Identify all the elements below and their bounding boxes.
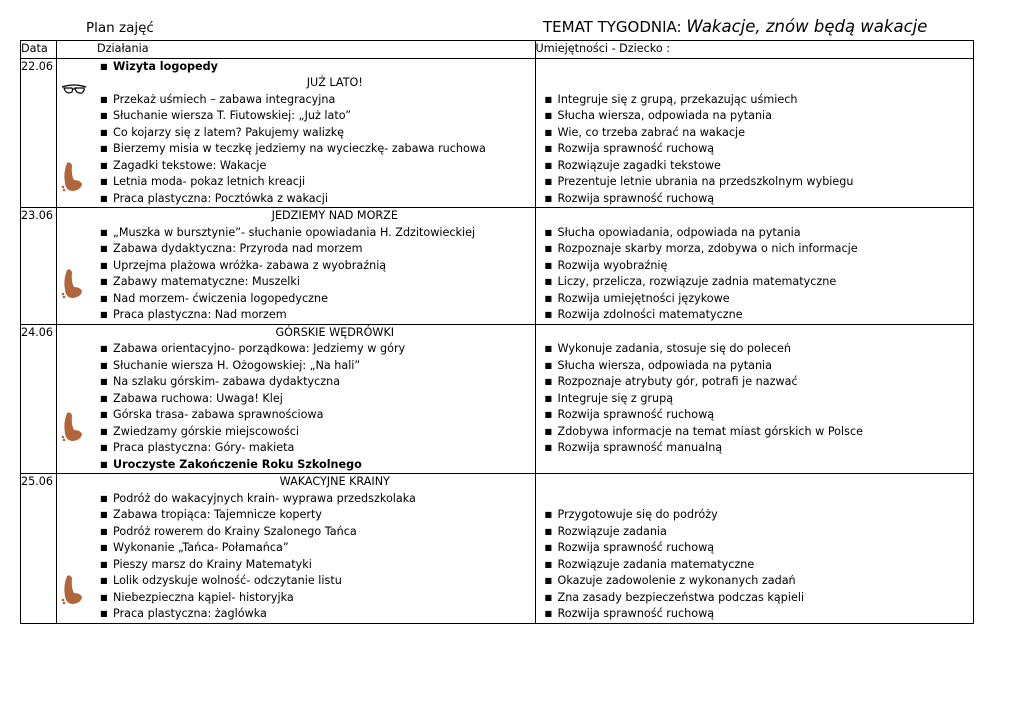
list-item: ■ Przygotowuje się do podróży <box>544 508 718 521</box>
list-item: ■ Zabawy matematyczne: Muszelki <box>100 275 300 288</box>
topic-label: TEMAT TYGODNIA: <box>543 18 682 36</box>
list-item: ■ Zwiedzamy górskie miejscowości <box>100 424 300 438</box>
list-item: ■ Integruje się z grupą, przekazując uśmiech <box>544 92 798 106</box>
list-item: ■ Uroczyste Zakończenie Roku Szkolnego <box>100 457 362 471</box>
list-item: ■ Rozwija sprawność manualną <box>544 441 723 454</box>
day-row <box>21 324 974 474</box>
list-item: ■ Zabawa ruchowa: Uwaga! Klej <box>100 391 283 405</box>
plan-table <box>20 40 974 624</box>
list-item: ■ Rozwija sprawność ruchową <box>544 191 715 205</box>
plan-title: Plan zajęć <box>86 20 154 36</box>
list-item: ■ Zabawa dydaktyczna: Przyroda nad morzem <box>100 242 363 255</box>
day-activities <box>57 474 536 624</box>
list-item: ■ Rozwija wyobraźnię <box>544 258 668 272</box>
page-header <box>0 17 1024 39</box>
list-item: ■ Niebezpieczna kąpiel- historyjka <box>100 590 294 604</box>
day-heading: JUŻ LATO! <box>306 76 363 89</box>
list-item: ■ Słuchanie wiersza H. Ożogowskiej: „Na hali” <box>100 358 361 372</box>
day-activities <box>57 324 536 474</box>
list-item: ■ Lolik odzyskuje wolność- odczytanie listu <box>100 574 342 587</box>
list-item: ■ Górska trasa- zabawa sprawnościowa <box>100 408 324 421</box>
day-activities <box>57 208 536 325</box>
list-item: ■ Zabawa orientacyjno- porządkowa: Jedziemy w góry <box>100 342 406 355</box>
day-date: 22.06 <box>21 58 57 208</box>
day-skills <box>535 474 973 624</box>
list-item: ■ Nad morzem- ćwiczenia logopedyczne <box>100 291 329 305</box>
day-activities <box>57 58 536 208</box>
list-item: ■ Praca plastyczna: Nad morzem <box>100 308 287 321</box>
day-date: 24.06 <box>21 324 57 474</box>
col-header-skills: Umiejętności - Dziecko : <box>535 41 973 59</box>
list-item: ■ Wykonanie „Tańca- Połamańca” <box>100 541 289 554</box>
list-item: ■ Prezentuje letnie ubrania na przedszkolnym wybiegu <box>544 175 854 188</box>
list-item: ■ Praca plastyczna: żaglówka <box>100 607 267 620</box>
week-topic <box>543 17 927 36</box>
list-item: ■ Co kojarzy się z latem? Pakujemy walizkę <box>100 125 345 139</box>
list-item: ■ Rozwiązuje zadania matematyczne <box>544 557 755 571</box>
list-item: ■ Słuchanie wiersza T. Fiutowskiej: „Już lato” <box>100 109 352 122</box>
list-item: ■ Rozwiązuje zadania <box>544 524 667 538</box>
list-item: ■ Słucha opowiadania, odpowiada na pytania <box>544 225 801 239</box>
day-row <box>21 474 974 624</box>
list-item: ■ Słucha wiersza, odpowiada na pytania <box>544 109 773 122</box>
list-item: ■ Zagadki tekstowe: Wakacje <box>100 158 267 172</box>
list-item: ■ Przekaż uśmiech – zabawa integracyjna <box>100 92 336 106</box>
list-item: ■ Zna zasady bezpieczeństwa podczas kąpieli <box>544 590 805 604</box>
list-item: ■ Słucha wiersza, odpowiada na pytania <box>544 358 773 372</box>
topic-value: Wakacje, znów będą wakacje <box>686 17 928 36</box>
list-item: ■ Zabawa tropiąca: Tajemnicze koperty <box>100 508 322 521</box>
list-item: ■ Rozpoznaje atrybuty gór, potrafi je nazwać <box>544 375 798 388</box>
day-row <box>21 58 974 208</box>
day-heading: JEDZIEMY NAD MORZE <box>271 209 398 222</box>
list-item: ■ Rozwija sprawność ruchową <box>544 607 715 620</box>
day-date: 25.06 <box>21 474 57 624</box>
table-header-row <box>21 41 974 59</box>
list-item: ■ Wie, co trzeba zabrać na wakacje <box>544 125 746 139</box>
list-item: ■ Bierzemy misia w teczkę jedziemy na wycieczkę- zabawa ruchowa <box>100 142 486 155</box>
list-item: ■ Na szlaku górskim- zabawa dydaktyczna <box>100 375 341 388</box>
day-row <box>21 208 974 325</box>
list-item: ■ Podróż rowerem do Krainy Szalonego Tańca <box>100 524 357 538</box>
list-item: ■ Zdobywa informacje na temat miast górskich w Polsce <box>544 424 863 438</box>
list-item: ■ Okazuje zadowolenie z wykonanych zadań <box>544 574 796 587</box>
day-skills <box>535 324 973 474</box>
list-item: ■ Praca plastyczna: Góry- makieta <box>100 441 295 454</box>
list-item: ■ Rozwija sprawność ruchową <box>544 408 715 421</box>
list-item: ■ Wizyta logopedy <box>100 59 218 73</box>
day-heading: GÓRSKIE WĘDRÓWKI <box>275 325 395 339</box>
list-item: ■ Integruje się z grupą <box>544 391 674 405</box>
list-item: ■ Podróż do wakacyjnych krain- wyprawa przedszkolaka <box>100 491 416 505</box>
list-item: ■ Uprzejma plażowa wróżka- zabawa z wyobraźnią <box>100 258 387 272</box>
day-heading: WAKACYJNE KRAINY <box>279 475 390 488</box>
list-item: ■ Pieszy marsz do Krainy Matematyki <box>100 557 312 571</box>
list-item: ■ „Muszka w bursztynie”- słuchanie opowiadania H. Zdzitowieckiej <box>100 225 476 239</box>
list-item: ■ Rozwiązuje zagadki tekstowe <box>544 158 721 172</box>
list-item: ■ Praca plastyczna: Pocztówka z wakacji <box>100 191 329 205</box>
col-header-date: Data <box>21 41 57 59</box>
list-item: ■ Wykonuje zadania, stosuje się do poleceń <box>544 342 791 355</box>
list-item: ■ Letnia moda- pokaz letnich kreacji <box>100 175 306 188</box>
day-skills <box>535 58 973 208</box>
list-item: ■ Rozwija sprawność ruchową <box>544 541 715 554</box>
list-item: ■ Rozwija umiejętności językowe <box>544 291 730 305</box>
day-skills <box>535 208 973 325</box>
list-item: ■ Rozpoznaje skarby morza, zdobywa o nich informacje <box>544 242 858 255</box>
col-header-activities: Działania <box>57 41 536 59</box>
day-date: 23.06 <box>21 208 57 325</box>
list-item: ■ Liczy, przelicza, rozwiązuje zadnia matematyczne <box>544 275 837 288</box>
list-item: ■ Rozwija sprawność ruchową <box>544 142 715 155</box>
list-item: ■ Rozwija zdolności matematyczne <box>544 308 743 321</box>
